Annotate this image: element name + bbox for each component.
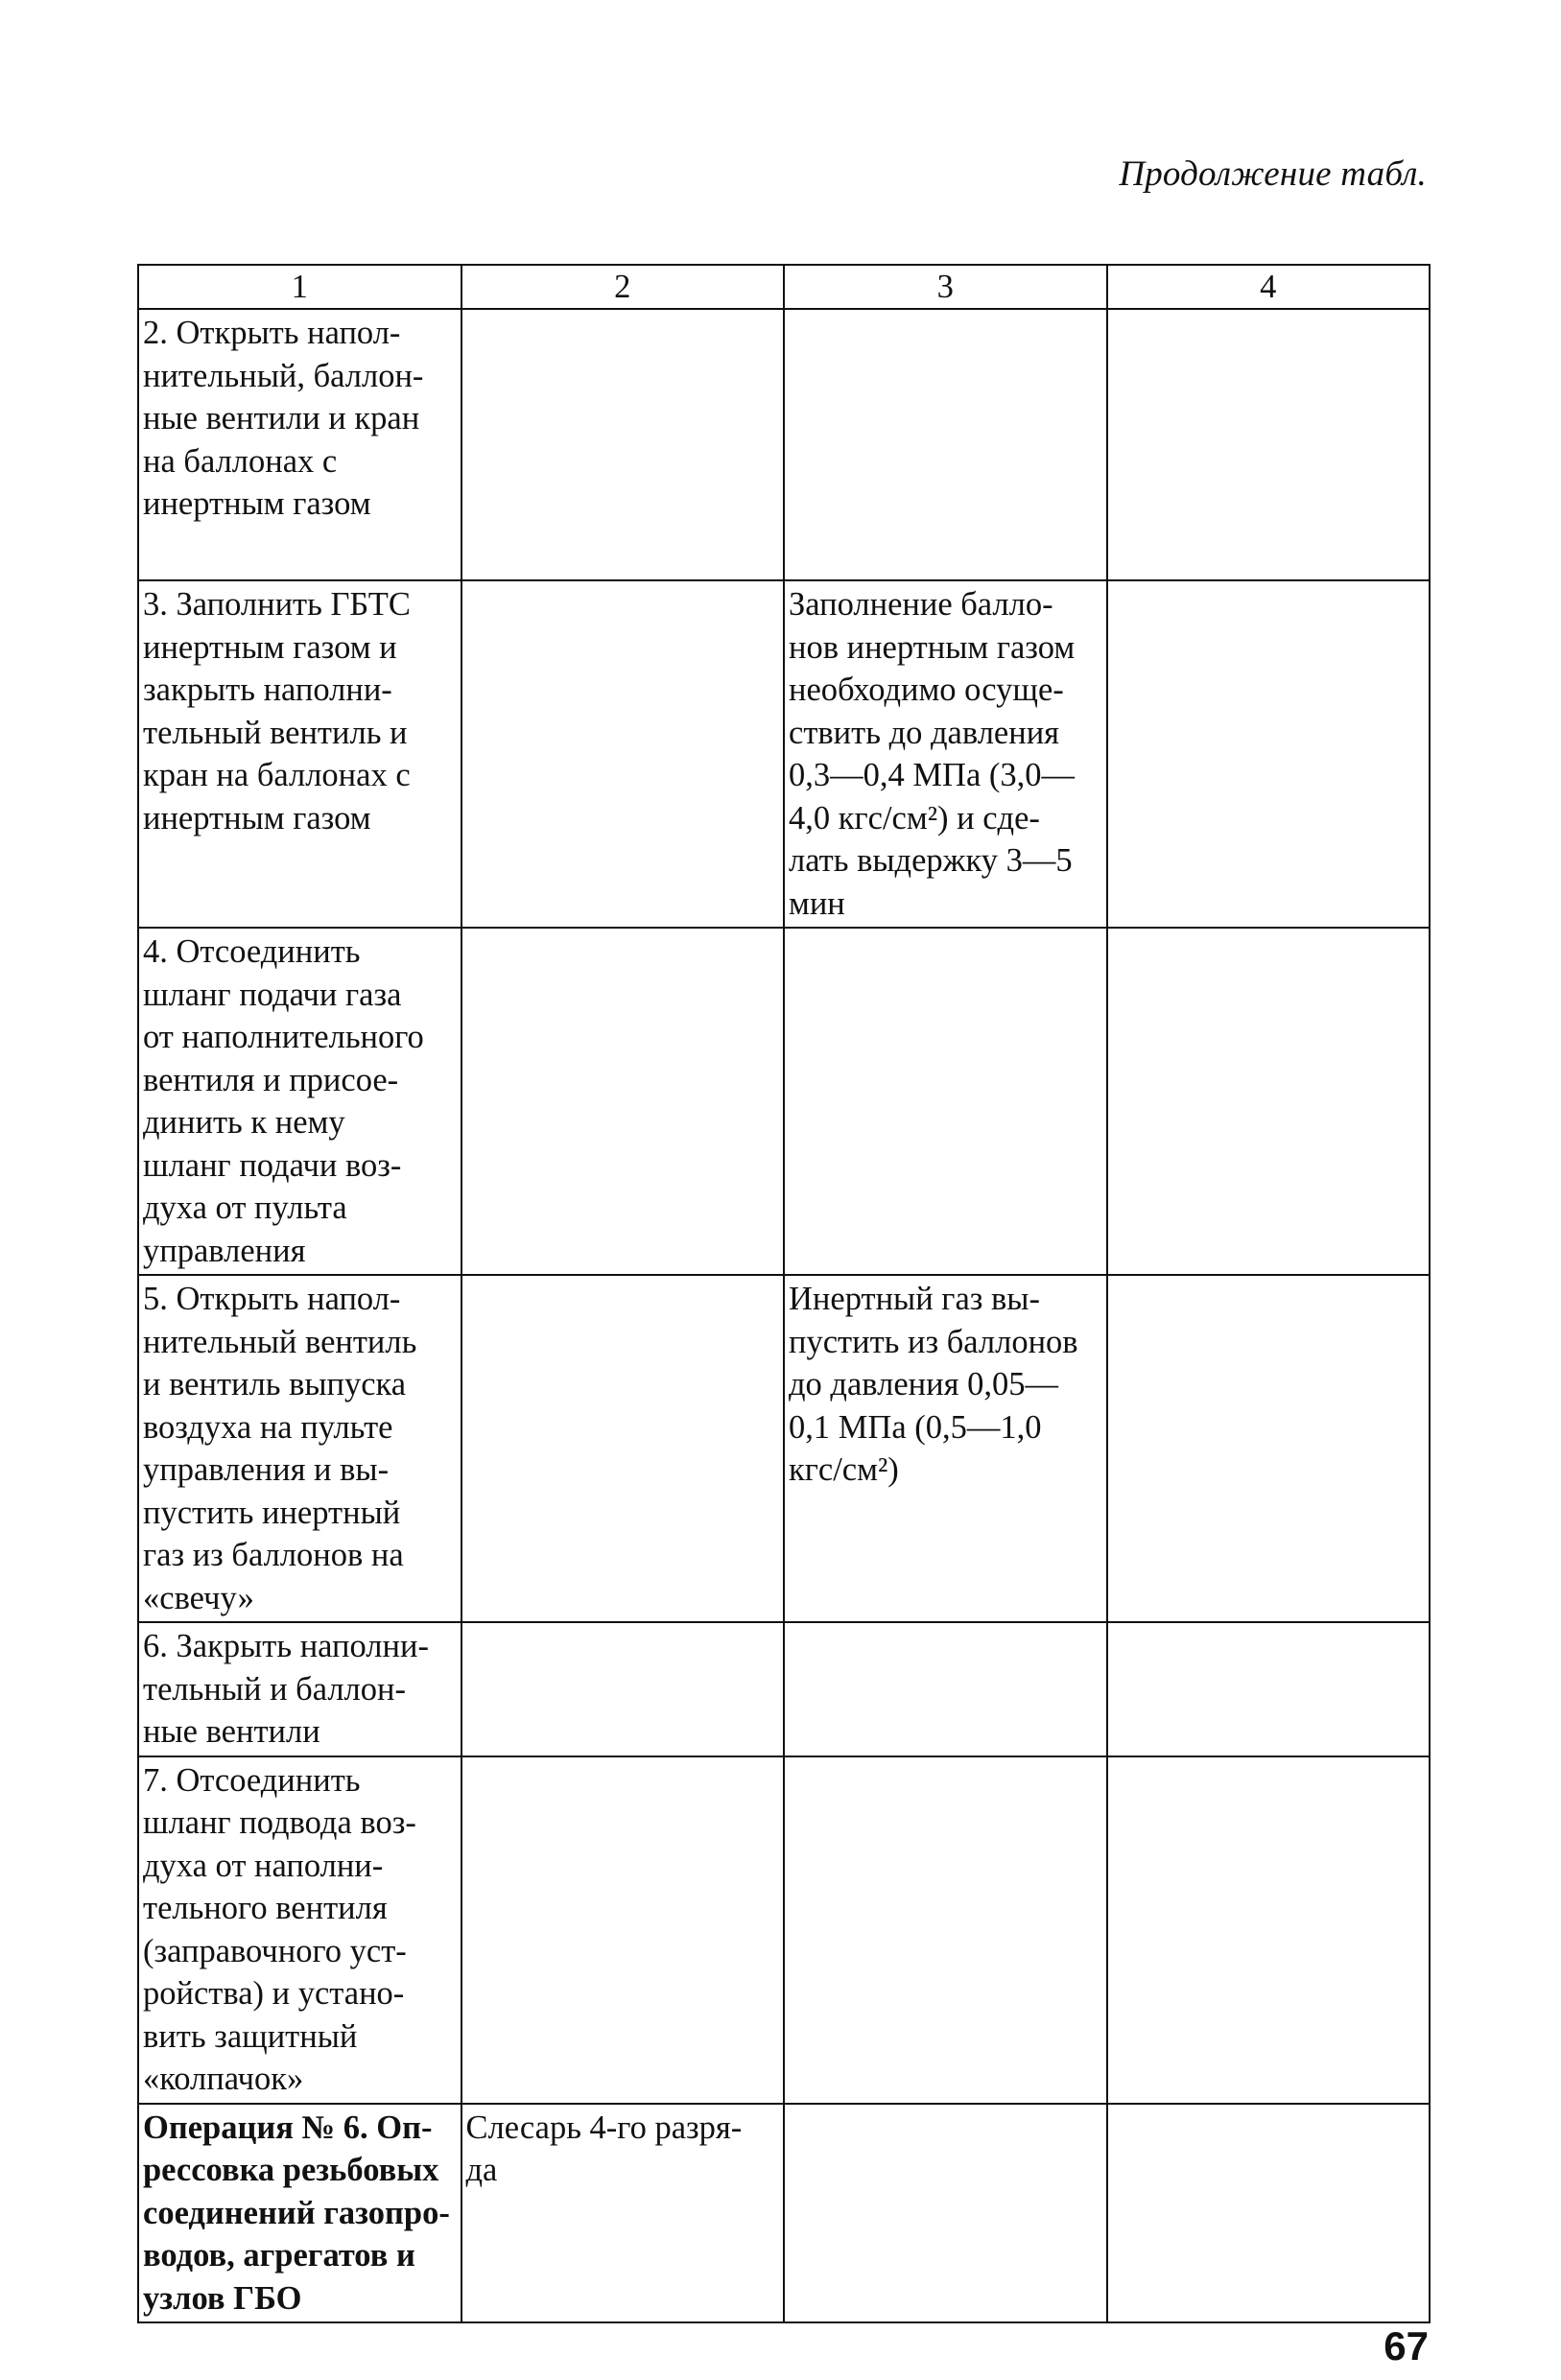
table-cell: [461, 928, 785, 1275]
table-cell: [784, 2104, 1107, 2323]
table-cell: [461, 1622, 785, 1756]
step-6-text: 6. Закрыть наполни- тельный и баллон- ные вентили: [143, 1628, 429, 1750]
table-cell: [784, 1756, 1107, 2104]
step-2-text: 2. Открыть напол- нительный, баллон- ные вентили и кран на баллонах с инертным газом: [143, 315, 424, 522]
table-cell: [461, 309, 785, 580]
table-cell: [1107, 309, 1431, 580]
step-4-text: 4. Отсоединить шланг подачи газа от наполнительного вентиля и присое- динить к нему шланг подачи воз- духа от пульта управления: [143, 933, 424, 1269]
table-cell: [784, 928, 1107, 1275]
table-cell: [784, 1275, 1107, 1622]
table-cell: [138, 309, 461, 580]
table-continuation-note: Продолжение табл.: [1119, 154, 1427, 194]
table-cell: [1107, 1622, 1431, 1756]
table-row: [138, 928, 1430, 1275]
step-5-text: 5. Открыть напол- нительный вентиль и вентиль выпуска воздуха на пульте управления и вы- пустить инертный газ из баллонов на «свечу»: [143, 1281, 417, 1616]
data-table: [137, 264, 1431, 2323]
step-3-text: 3. Заполнить ГБТС инертным газом и закрыть наполни- тельный вентиль и кран на баллонах с инертным газом: [143, 586, 411, 837]
table-row: [138, 1756, 1430, 2104]
table-cell: [138, 1756, 461, 2104]
step-3-note: Заполнение балло- нов инертным газом необходимо осуще- ствить до давления 0,3—0,4 МПа (3,0— 4,0 кгс/см²) и сде- лать выдержку 3—5 мин: [789, 586, 1076, 922]
page-number: 67: [1384, 2323, 1429, 2368]
table-row: [138, 2104, 1430, 2323]
table-header-row: [138, 265, 1430, 309]
table-cell: [138, 1622, 461, 1756]
table-cell: [784, 309, 1107, 580]
step-5-note: Инертный газ вы- пустить из баллонов до давления 0,05— 0,1 МПа (0,5—1,0 кгс/см²): [789, 1281, 1078, 1488]
operation-6-title: Операция № 6. Оп- рессовка резьбовых соединений газопро- водов, агрегатов и узлов ГБО: [143, 2109, 450, 2317]
table-cell: [1107, 1275, 1431, 1622]
column-header-1: 1: [138, 265, 461, 309]
step-7-text: 7. Отсоединить шланг подвода воз- духа от наполни- тельного вентиля (заправочного уст- ройства) и устано- вить защитный «колпачок»: [143, 1761, 416, 2097]
table-cell: [138, 928, 461, 1275]
table-cell: [461, 580, 785, 928]
operation-6-performer: Слесарь 4-го разря- да: [465, 2109, 743, 2188]
column-header-2: 2: [461, 265, 785, 309]
table-cell: [784, 1622, 1107, 1756]
table-cell: [1107, 1756, 1431, 2104]
column-header-4: 4: [1107, 265, 1431, 309]
table-cell: [784, 580, 1107, 928]
table-row: [138, 309, 1430, 580]
table-row: [138, 1622, 1430, 1756]
table-cell: [1107, 2104, 1431, 2323]
table-cell: [138, 1275, 461, 1622]
table-row: [138, 580, 1430, 928]
table-cell: [138, 580, 461, 928]
table-row: [138, 1275, 1430, 1622]
table-cell: [461, 1275, 785, 1622]
table-cell: [1107, 928, 1431, 1275]
table-cell: [138, 2104, 461, 2323]
table-cell: [461, 2104, 785, 2323]
table-cell: [461, 1756, 785, 2104]
column-header-3: 3: [784, 265, 1107, 309]
table-cell: [1107, 580, 1431, 928]
